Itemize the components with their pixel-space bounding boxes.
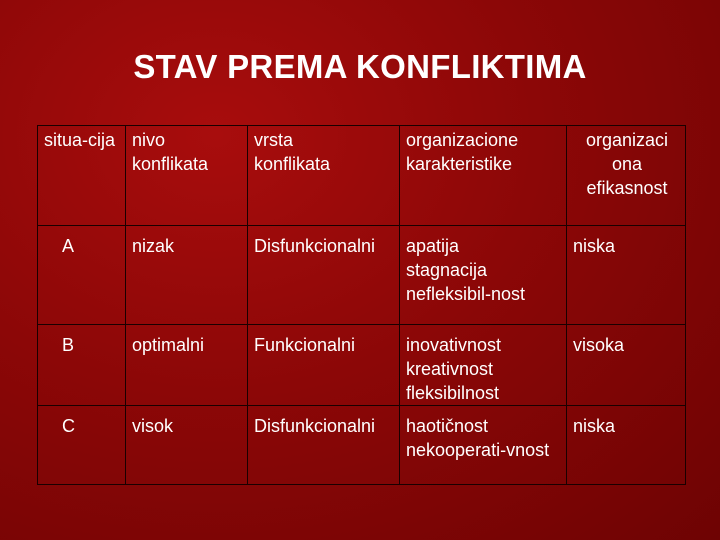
table-row: [38, 226, 686, 325]
header-organizacione-karakteristike: organizacione karakteristike: [400, 126, 567, 226]
cell-efikasnost: niska: [567, 406, 686, 485]
cell-karakteristike: apatija stagnacija nefleksibil-nost: [400, 226, 567, 325]
header-organizaciona-efikasnost: organizaci ona efikasnost: [567, 126, 686, 226]
conflict-attitude-table: [37, 125, 686, 485]
slide-title: STAV PREMA KONFLIKTIMA: [133, 48, 587, 85]
cell-karakteristike: inovativnost kreativnost fleksibilnost: [400, 325, 567, 406]
cell-efikasnost: visoka: [567, 325, 686, 406]
cell-nivo: nizak: [126, 226, 248, 325]
table-header-row: [38, 126, 686, 226]
header-nivo-konflikata: nivo konflikata: [126, 126, 248, 226]
cell-situacija: B: [38, 325, 126, 406]
header-situacija: situa-cija: [38, 126, 126, 226]
cell-situacija: A: [38, 226, 126, 325]
cell-nivo: optimalni: [126, 325, 248, 406]
table-row: [38, 325, 686, 406]
cell-efikasnost: niska: [567, 226, 686, 325]
cell-karakteristike: haotičnost nekooperati-vnost: [400, 406, 567, 485]
cell-vrsta: Disfunkcionalni: [248, 406, 400, 485]
cell-vrsta: Funkcionalni: [248, 325, 400, 406]
cell-nivo: visok: [126, 406, 248, 485]
header-vrsta-konflikata: vrsta konflikata: [248, 126, 400, 226]
table-row: [38, 406, 686, 485]
cell-vrsta: Disfunkcionalni: [248, 226, 400, 325]
cell-situacija: C: [38, 406, 126, 485]
